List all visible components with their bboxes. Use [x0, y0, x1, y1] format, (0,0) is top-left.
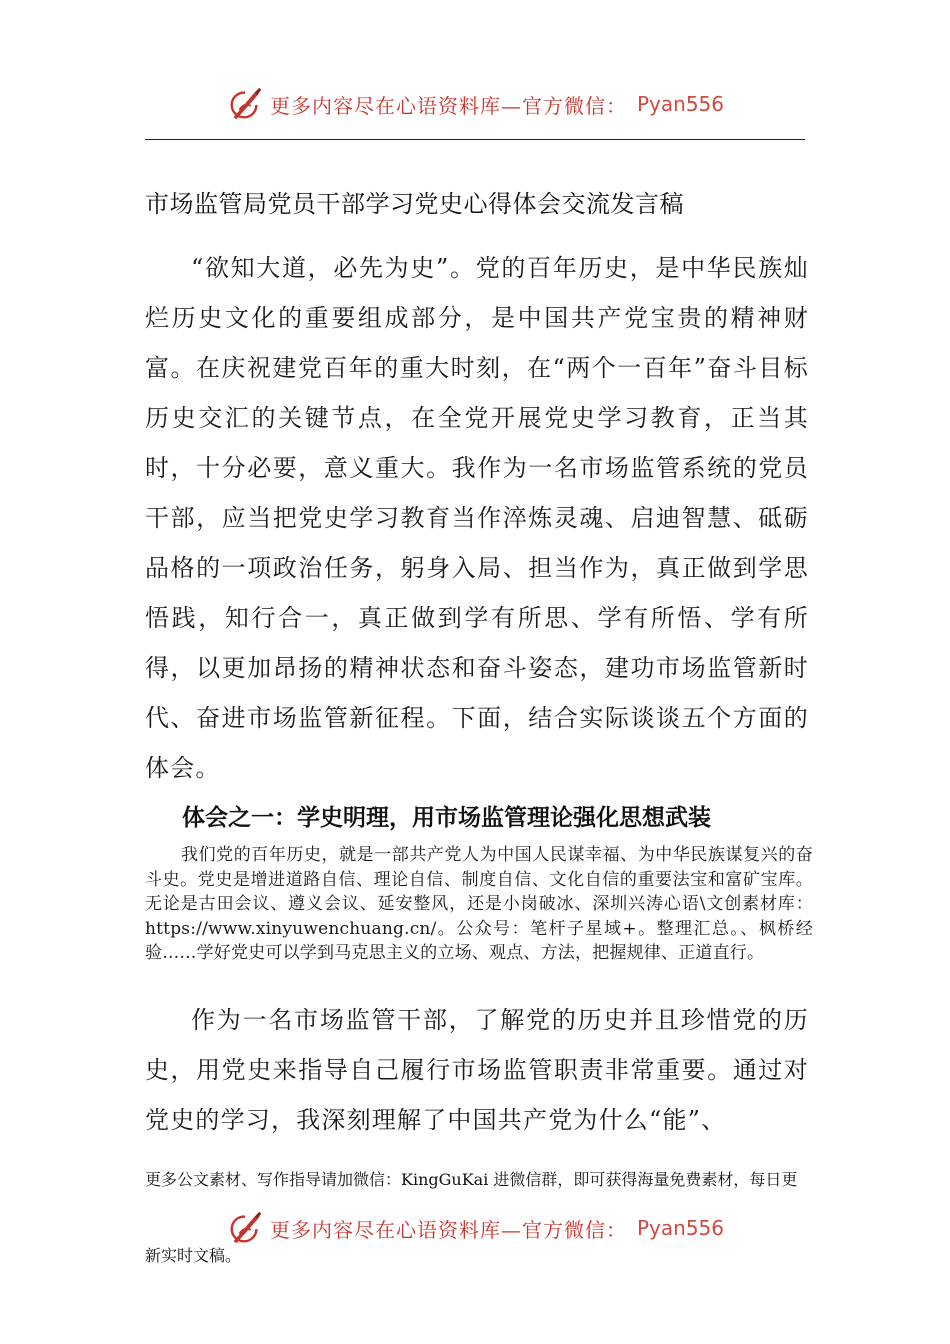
banner-content [226, 1209, 724, 1247]
footer-note: 更多公文素材、写作指导请加微信：KingGuKai 进微信群，即可获得海量免费素材，每日更 [145, 1170, 798, 1189]
section-heading: 体会之一：学史明理，用市场监管理论强化思想武装 [182, 805, 711, 831]
banner-wechat-id: Pyan556 [636, 1216, 724, 1240]
body-paragraph-small: 我们党的百年历史，就是一部共产党人为中国人民谋幸福、为中华民族谋复兴的奋斗史。党史是增进道路自信、理论自信、制度自信、文化自信的重要法宝和富矿宝库。无论是古田会议、遵义会议、延安整风，还是小岗破冰、深圳兴涛心语\文创素材库：https://www.xinyuwenchuang.cn/。公众号：笔杆子星域+。整理汇总。、枫桥经验……学好党史可以学到马克思主义的立场、观点、方法，把握规律、正道直行。 [145, 845, 813, 963]
calligraphy-pen-logo-icon [226, 1209, 264, 1247]
footer-note-continued: 新实时文稿。 [145, 1246, 242, 1265]
banner-content [226, 85, 724, 123]
header-divider [145, 139, 805, 140]
banner-text: 更多内容尽在心语资料库—官方微信： [269, 93, 627, 118]
body-paragraph: 作为一名市场监管干部，了解党的历史并且珍惜党的历史，用党史来指导自己履行市场监管职责非常重要。通过对党史的学习，我深刻理解了中国共产党为什么“能”、 [145, 1006, 809, 1134]
banner-wechat-id: Pyan556 [636, 92, 724, 116]
banner-text: 更多内容尽在心语资料库—官方微信： [269, 1217, 627, 1242]
document-title: 市场监管局党员干部学习党史心得体会交流发言稿 [145, 190, 684, 218]
footer-banner [0, 1208, 950, 1248]
header-banner [0, 84, 950, 124]
calligraphy-pen-logo-icon [226, 85, 264, 123]
body-paragraph: “欲知大道，必先为史”。党的百年历史，是中华民族灿烂历史文化的重要组成部分，是中国共产党宝贵的精神财富。在庆祝建党百年的重大时刻，在“两个一百年”奋斗目标历史交汇的关键节点，在全党开展党史学习教育，正当其时，十分必要，意义重大。我作为一名市场监管系统的党员干部，应当把党史学习教育当作淬炼灵魂、启迪智慧、砥砺品格的一项政治任务，躬身入局、担当作为，真正做到学思悟践，知行合一，真正做到学有所思、学有所悟、学有所得，以更加昂扬的精神状态和奋斗姿态，建功市场监管新时代、奋进市场监管新征程。下面，结合实际谈谈五个方面的体会。 [145, 254, 809, 782]
